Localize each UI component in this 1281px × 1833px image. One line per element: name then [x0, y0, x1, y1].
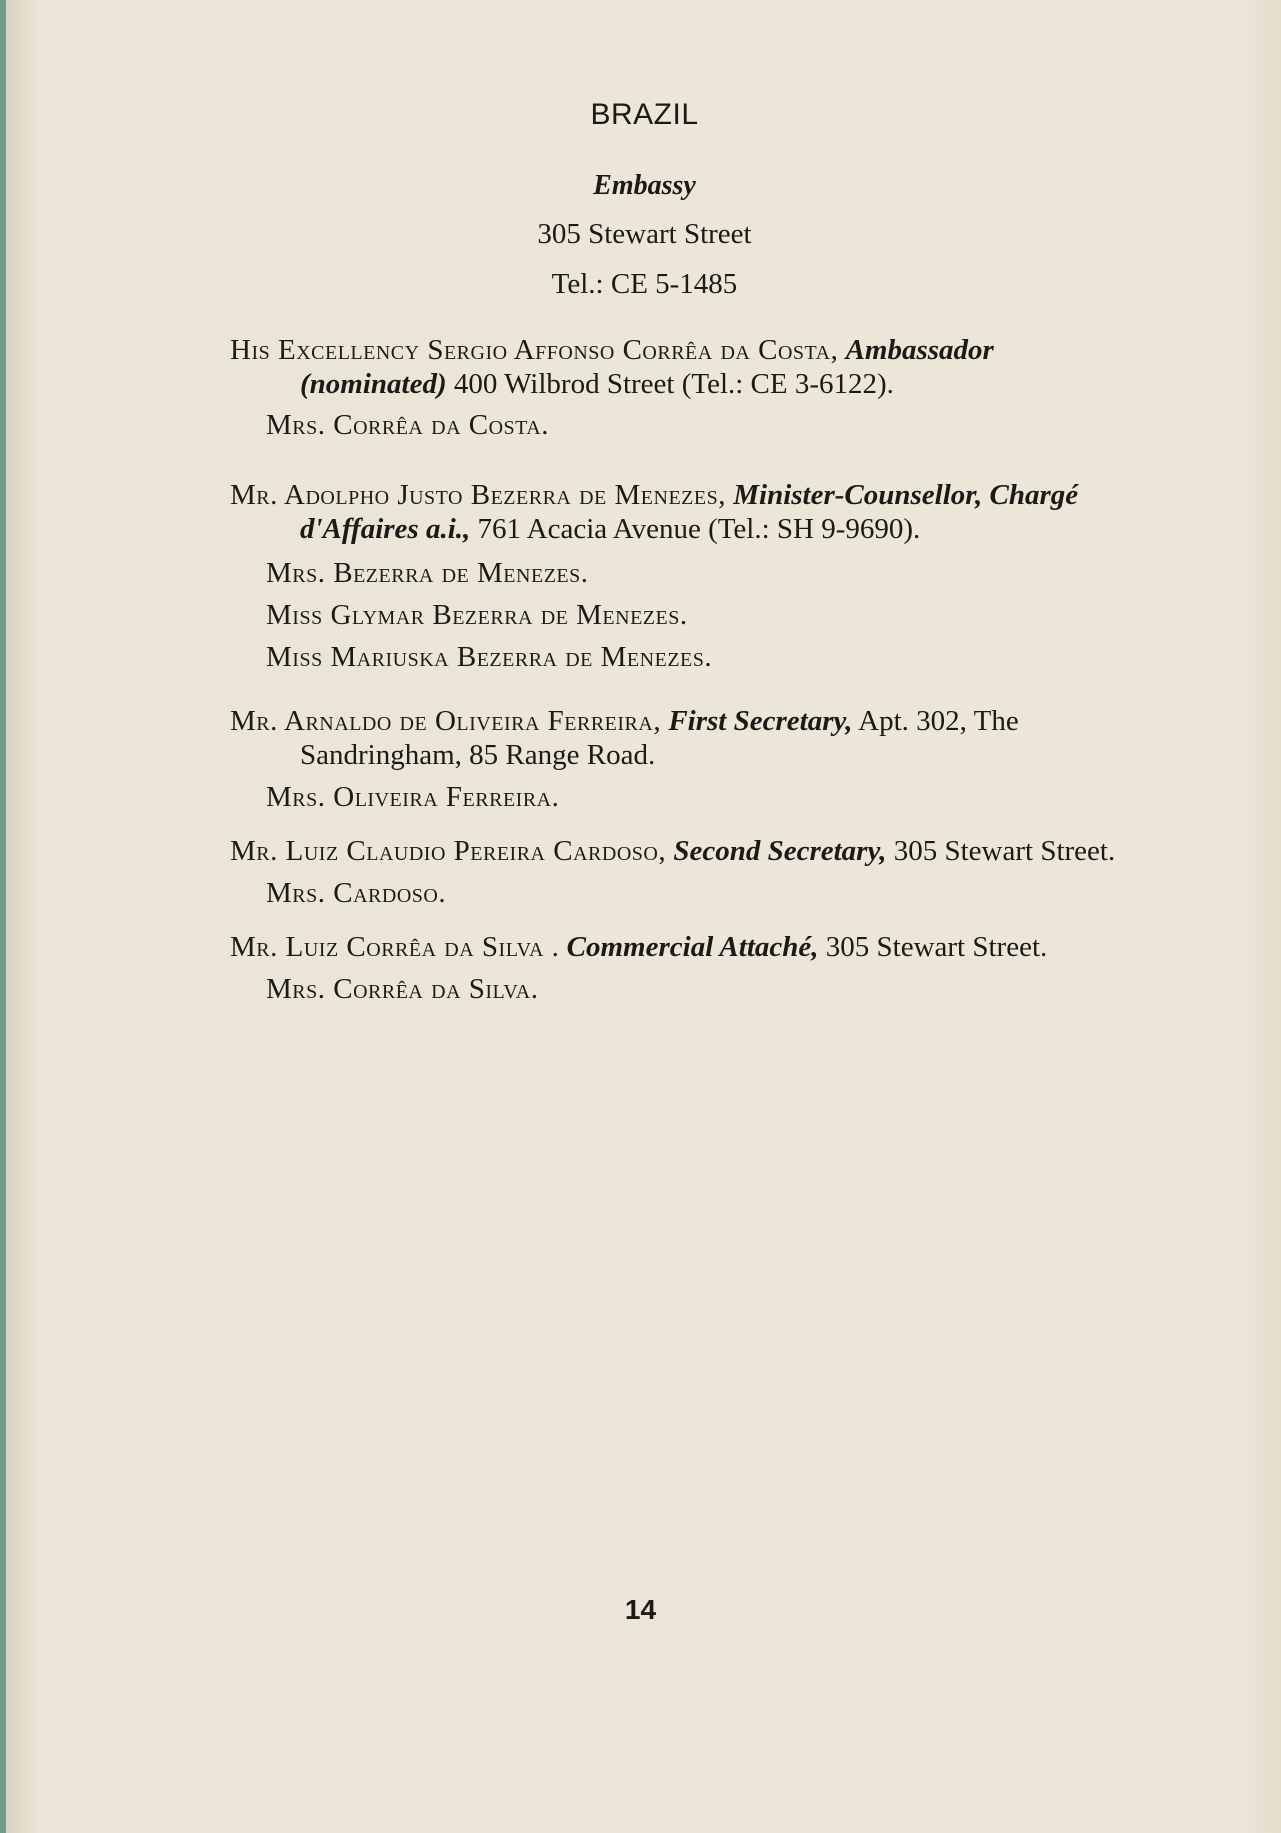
spouse-entry: Mrs. Oliveira Ferreira.: [266, 781, 560, 813]
diplomat-details: 305 Stewart Street.: [886, 835, 1116, 867]
spouse-entry: Mrs. Bezerra de Menezes.: [266, 557, 589, 589]
diplomat-details: 305 Stewart Street.: [818, 931, 1048, 963]
diplomat-name: Mr. Luiz Claudio Pereira Cardoso,: [230, 835, 667, 867]
family-entry: Miss Mariuska Bezerra de Menezes.: [266, 641, 713, 673]
diplomat-entry: [230, 930, 1142, 964]
diplomat-title: Second Secretary,: [673, 835, 887, 867]
diplomat-name: Mr. Arnaldo de Oliveira Ferreira,: [230, 705, 662, 737]
country-heading: BRAZIL: [590, 98, 699, 131]
page-number: 14: [624, 1594, 657, 1625]
diplomat-list: [230, 333, 1142, 1006]
diplomat-name: His Excellency Sergio Affonso Corrêa da Costa,: [230, 334, 839, 366]
diplomat-entry: [230, 478, 1142, 546]
embassy-phone: Tel.: CE 5-1485: [551, 268, 738, 300]
spouse-entry: Mrs. Corrêa da Silva.: [266, 973, 539, 1005]
diplomat-entry: [230, 704, 1142, 772]
spouse-entry: Mrs. Corrêa da Costa.: [266, 409, 549, 441]
diplomat-title: Ambassador (nominated): [300, 334, 994, 400]
diplomat-entry: [230, 333, 1142, 401]
diplomat-entry: [230, 834, 1142, 868]
spouse-entry: Mrs. Cardoso.: [266, 877, 447, 909]
diplomat-name: Mr. Luiz Corrêa da Silva .: [230, 931, 560, 963]
diplomat-title: First Secretary,: [668, 705, 853, 737]
embassy-address: 305 Stewart Street: [537, 218, 752, 250]
diplomat-name: Mr. Adolpho Justo Bezerra de Menezes,: [230, 479, 726, 511]
section-heading: Embassy: [593, 170, 696, 201]
diplomat-details: 761 Acacia Avenue (Tel.: SH 9-9690).: [470, 513, 921, 545]
diplomat-details: 400 Wilbrod Street (Tel.: CE 3-6122).: [446, 368, 894, 400]
diplomat-title: Commercial Attaché,: [566, 931, 819, 963]
diplomat-details: Apt. 302, The Sandringham, 85 Range Road.: [300, 705, 1019, 771]
diplomat-title: Minister-Counsellor, Chargé d'Affaires a.i.,: [300, 479, 1079, 545]
family-entry: Miss Glymar Bezerra de Menezes.: [266, 599, 688, 631]
